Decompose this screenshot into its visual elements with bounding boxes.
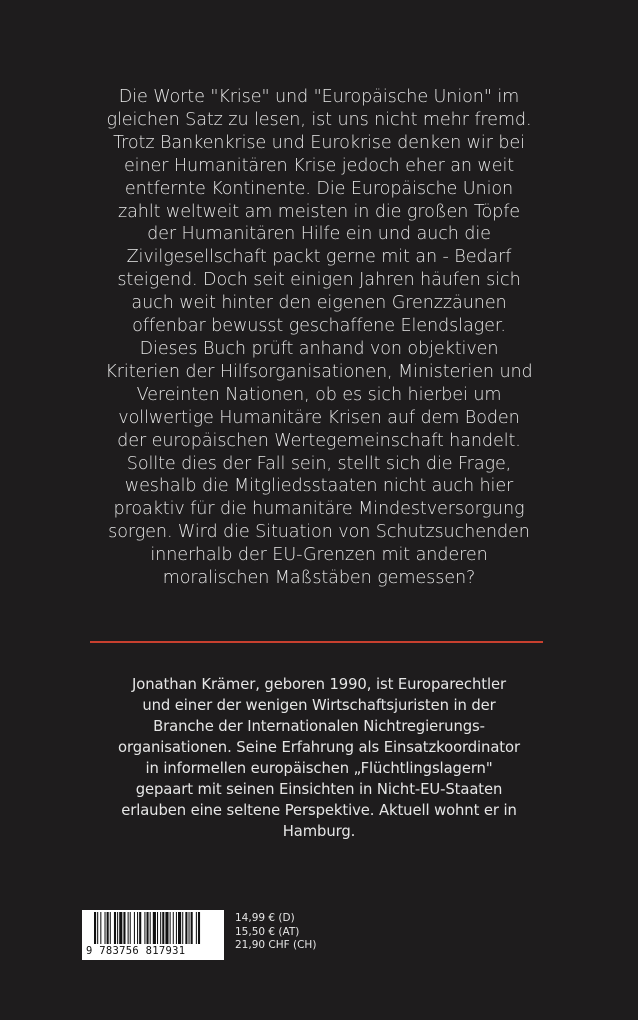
barcode-bar	[114, 912, 116, 944]
barcode-bar	[157, 912, 158, 944]
price-list	[235, 912, 316, 953]
barcode-bar	[94, 912, 96, 944]
barcode-bar	[191, 912, 193, 944]
bio-line: Hamburg.	[282, 823, 356, 840]
barcode-bar	[170, 912, 171, 944]
blurb-line: sorgen. Wird die Situation von Schutzsuchenden	[108, 522, 530, 543]
blurb-line: weshalb die Mitgliedsstaaten nicht auch hier	[124, 476, 514, 497]
barcode-bar	[139, 912, 141, 944]
blurb-line: der Humanitären Hilfe ein und auch die	[147, 224, 491, 245]
blurb-line: vollwertige Humanitäre Krisen auf dem Boden	[118, 407, 520, 428]
barcode-bar	[173, 912, 174, 944]
price-de: 14,99 € (D)	[235, 912, 295, 924]
bio-line: gepaart mit seinen Einsichten in Nicht-EU-Staaten	[135, 781, 503, 798]
barcode-bar	[196, 912, 197, 944]
blurb-line: einer Humanitären Krise jedoch eher an weit	[123, 155, 515, 176]
blurb-text	[70, 86, 568, 590]
barcode-bars	[82, 910, 224, 946]
barcode-bar	[107, 912, 109, 944]
barcode-bar	[117, 912, 118, 944]
barcode-bar	[123, 912, 125, 944]
bio-line: und einer der wenigen Wirtschaftsjuristen in der	[142, 697, 496, 714]
barcode-bar	[105, 912, 106, 944]
barcode-bar	[176, 912, 177, 944]
barcode-bar	[178, 912, 181, 944]
barcode-bar	[128, 912, 129, 944]
barcode-bar	[134, 912, 135, 944]
barcode-bar	[185, 912, 187, 944]
bio-line: Branche der Internationalen Nichtregierungs-	[153, 718, 485, 735]
blurb-line: Sollte dies der Fall sein, stellt sich die Frage,	[126, 453, 512, 474]
barcode-bar	[137, 912, 138, 944]
barcode-bar	[182, 912, 183, 944]
blurb-line: steigend. Doch seit einigen Jahren häufen sich	[117, 270, 521, 291]
price-ch: 21,90 CHF (CH)	[235, 939, 317, 951]
isbn-digits: 9 783756 817931	[86, 945, 186, 957]
barcode-bar	[144, 912, 145, 944]
price-at: 15,50 € (AT)	[235, 925, 300, 938]
barcode-bar	[189, 912, 190, 944]
bio-line: Jonathan Krämer, geboren 1990, ist Europarechtler	[132, 676, 506, 693]
blurb-line: Kriterien der Hilfsorganisationen, Ministerien und	[105, 361, 533, 382]
barcode-bar	[150, 912, 151, 944]
blurb-line: Die Worte "Krise" und "Europäische Union" im	[118, 87, 520, 107]
barcode-bar	[160, 912, 161, 944]
blurb-line: der europäischen Wertegemeinschaft handelt.	[117, 430, 521, 451]
barcode-bar	[165, 912, 168, 944]
author-bio	[80, 674, 558, 842]
barcode-bar	[97, 912, 98, 944]
bio-line: organisationen. Seine Erfahrung als Einsatzkoordinator	[118, 739, 520, 756]
barcode-bar	[100, 912, 101, 944]
blurb-line: Zivilgesellschaft packt gerne mit an - Bedarf	[126, 247, 512, 268]
barcode-bar	[198, 912, 200, 944]
blurb-line: offenbar bewusst geschaffene Elendslager.	[132, 316, 506, 337]
barcode-bar	[119, 912, 122, 944]
isbn-barcode	[82, 910, 224, 960]
blurb-line: moralischen Maßstäben gemessen?	[162, 568, 476, 589]
barcode-bar	[147, 912, 149, 944]
blurb-line: gleichen Satz zu lesen, ist uns nicht mehr fremd.	[106, 109, 532, 130]
blurb-line: proaktiv für die humanitäre Mindestversorgung	[113, 499, 525, 520]
barcode-bar	[153, 912, 156, 944]
blurb-line: auch weit hinter den eigenen Grenzzäunen	[131, 293, 507, 314]
barcode-bar	[130, 912, 131, 944]
blurb-line: innerhalb der EU-Grenzen mit anderen	[150, 545, 488, 566]
blurb-line: Trotz Bankenkrise und Eurokrise denken wir bei	[113, 132, 525, 153]
bio-line: in informellen europäischen „Flüchtlingslagern"	[145, 760, 493, 777]
blurb-line: zahlt weltweit am meisten in die großen Töpfe	[117, 201, 521, 222]
blurb-line: Vereinten Nationen, ob es sich hierbei um	[136, 384, 502, 405]
bio-line: erlauben eine seltene Perspektive. Aktuell wohnt er in	[121, 802, 517, 819]
barcode-bar	[110, 912, 111, 944]
blurb-line: Dieses Buch prüft anhand von objektiven	[139, 338, 499, 359]
section-divider	[90, 641, 543, 643]
barcode-bar	[162, 912, 164, 944]
blurb-line: entfernte Kontinente. Die Europäische Union	[124, 178, 514, 199]
